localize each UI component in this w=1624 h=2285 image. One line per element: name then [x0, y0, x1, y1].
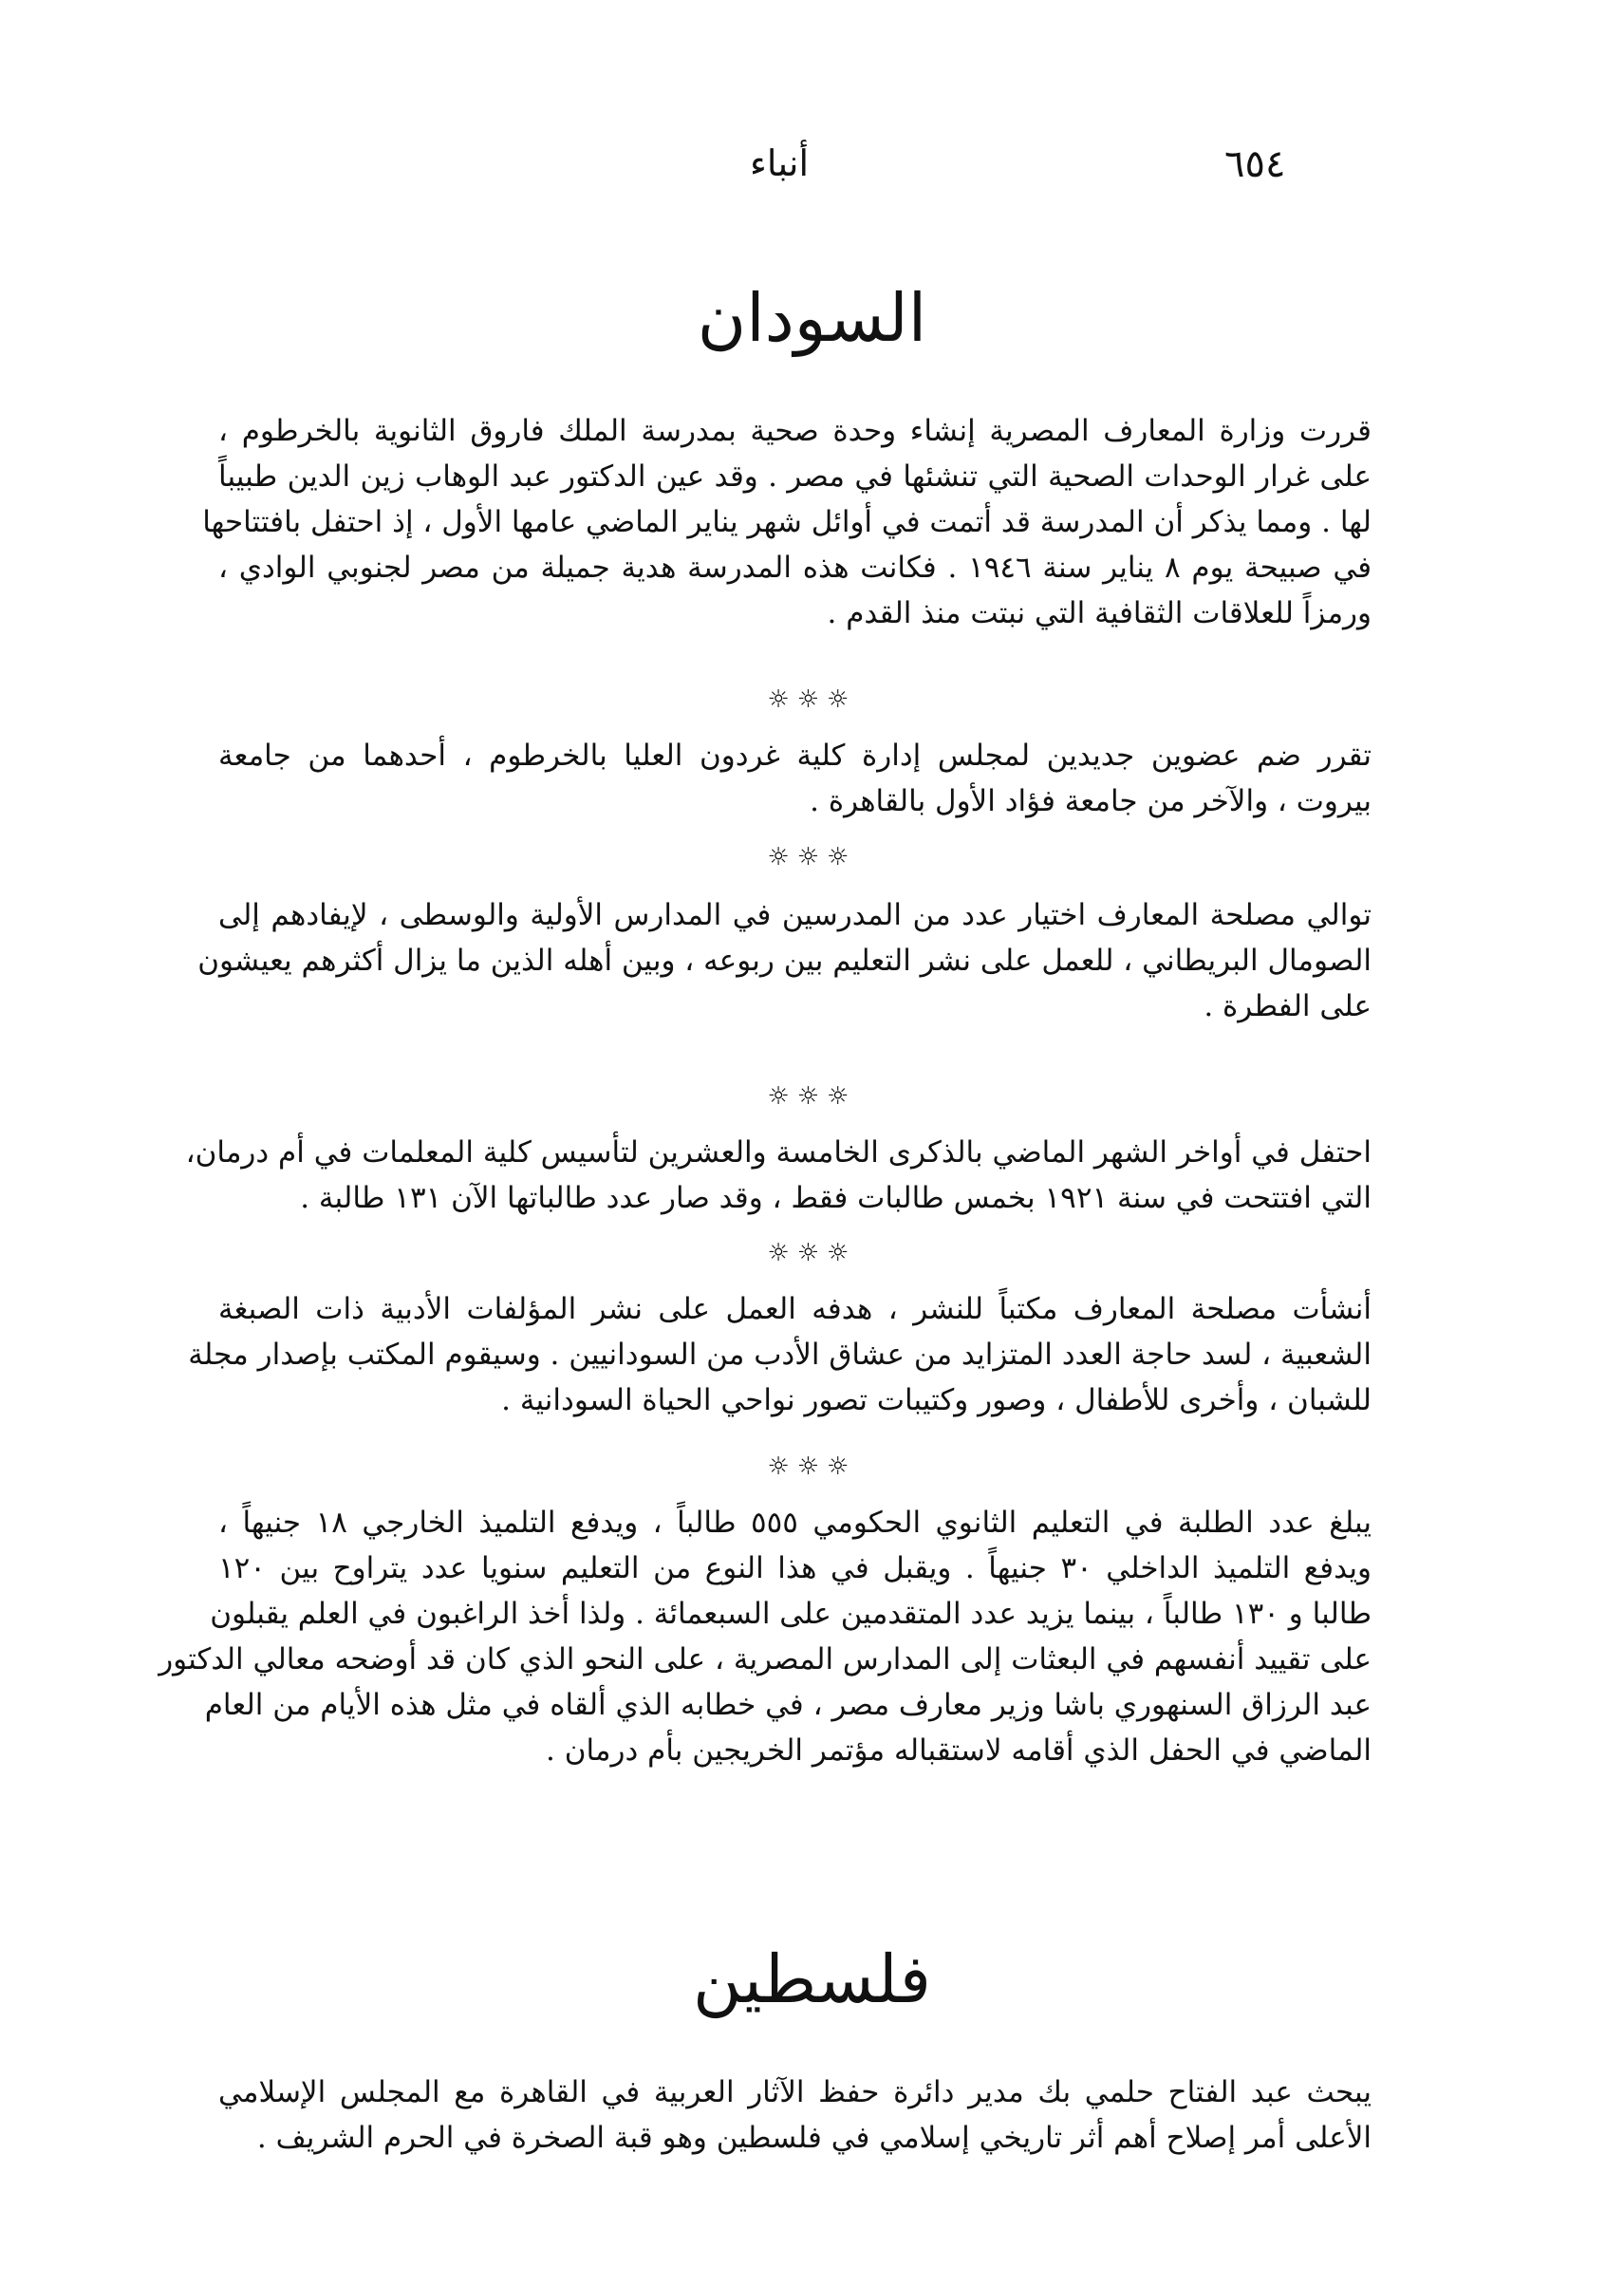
text-line: للشبان ، وأخرى للأطفال ، وصور وكتيبات تصور نواحي الحياة السودانية .: [501, 1383, 1372, 1417]
paragraph: [159, 1500, 1372, 1773]
paragraph: [218, 2070, 1372, 2161]
text-line: طالبا و ١٣٠ طالباً ، بينما يزيد عدد المتقدمين على السبعمائة . ولذا أخذ الراغبون في العلم يقبلون: [210, 1597, 1372, 1631]
paragraph: [218, 733, 1372, 824]
separator-stars: ☼☼☼: [767, 1239, 857, 1267]
section-title-sudan: السودان: [697, 279, 927, 357]
text-line: على غرار الوحدات الصحية التي تنشئها في مصر . وقد عين الدكتور عبد الوهاب زين الدين طبيباً: [218, 459, 1372, 494]
separator-stars: ☼☼☼: [767, 1452, 857, 1481]
text-line: في صبيحة يوم ٨ يناير سنة ١٩٤٦ . فكانت هذه المدرسة هدية جميلة من مصر لجنوبي الوادي ،: [218, 551, 1372, 585]
text-line: توالي مصلحة المعارف اختيار عدد من المدرسين في المدارس الأولية والوسطى ، لإيفادهم إلى: [218, 898, 1372, 932]
text-line: أنشأت مصلحة المعارف مكتباً للنشر ، هدفه العمل على نشر المؤلفات الأدبية ذات الصبغة: [218, 1292, 1372, 1326]
separator-stars: ☼☼☼: [767, 1082, 857, 1111]
paragraph: [185, 1130, 1372, 1221]
running-title: أنباء: [750, 142, 810, 184]
paragraph: [188, 1286, 1372, 1423]
page-number: ٦٥٤: [1224, 142, 1286, 186]
text-line: عبد الرزاق السنهوري باشا وزير معارف مصر ، في خطابه الذي ألقاه في مثل هذه الأيام من العام: [204, 1688, 1372, 1722]
running-head: [0, 142, 1624, 199]
text-line: على الفطرة .: [1204, 989, 1372, 1023]
paragraph: [202, 408, 1372, 636]
text-line: تقرر ضم عضوين جديدين لمجلس إدارة كلية غردون العليا بالخرطوم ، أحدهما من جامعة: [218, 739, 1372, 773]
text-line: ويدفع التلميذ الداخلي ٣٠ جنيهاً . ويقبل في هذا النوع من التعليم سنويا عدد يتراوح بين ١٢٠: [218, 1551, 1372, 1585]
text-line: التي افتتحت في سنة ١٩٢١ بخمس طالبات فقط ، وقد صار عدد طالباتها الآن ١٣١ طالبة .: [300, 1181, 1372, 1215]
text-line: الأعلى أمر إصلاح أهم أثر تاريخي إسلامي في فلسطين وهو قبة الصخرة في الحرم الشريف .: [256, 2121, 1372, 2155]
text-line: ورمزاً للعلاقات الثقافية التي نبتت منذ القدم .: [827, 596, 1372, 630]
section-title-palestine: فلسطين: [693, 1940, 931, 2018]
text-line: لها . ومما يذكر أن المدرسة قد أتمت في أوائل شهر يناير الماضي عامها الأول ، إذ احتفل بافتتاحها: [202, 505, 1372, 539]
text-line: يبحث عبد الفتاح حلمي بك مدير دائرة حفظ الآثار العربية في القاهرة مع المجلس الإسلامي: [218, 2075, 1372, 2109]
text-line: بيروت ، والآخر من جامعة فؤاد الأول بالقاهرة .: [810, 784, 1372, 818]
text-line: الماضي في الحفل الذي أقامه لاستقباله مؤتمر الخريجين بأم درمان .: [545, 1733, 1372, 1768]
text-line: على تقييد أنفسهم في البعثات إلى المدارس المصرية ، على النحو الذي كان قد أوضحه معالي الدكتور: [159, 1642, 1372, 1676]
text-line: قررت وزارة المعارف المصرية إنشاء وحدة صحية بمدرسة الملك فاروق الثانوية بالخرطوم ،: [218, 414, 1372, 448]
separator-stars: ☼☼☼: [767, 843, 857, 871]
separator-stars: ☼☼☼: [767, 685, 857, 714]
paragraph: [197, 892, 1372, 1029]
text-line: يبلغ عدد الطلبة في التعليم الثانوي الحكومي ٥٥٥ طالباً ، ويدفع التلميذ الخارجي ١٨ جنيهاً ،: [218, 1506, 1372, 1540]
text-line: الصومال البريطاني ، للعمل على نشر التعليم بين ربوعه ، وبين أهله الذين ما يزال أكثرهم يعيشون: [197, 944, 1372, 978]
text-line: احتفل في أواخر الشهر الماضي بالذكرى الخامسة والعشرين لتأسيس كلية المعلمات في أم درمان،: [185, 1135, 1372, 1170]
text-line: الشعبية ، لسد حاجة العدد المتزايد من عشاق الأدب من السودانيين . وسيقوم المكتب بإصدار مجلة: [188, 1338, 1372, 1372]
